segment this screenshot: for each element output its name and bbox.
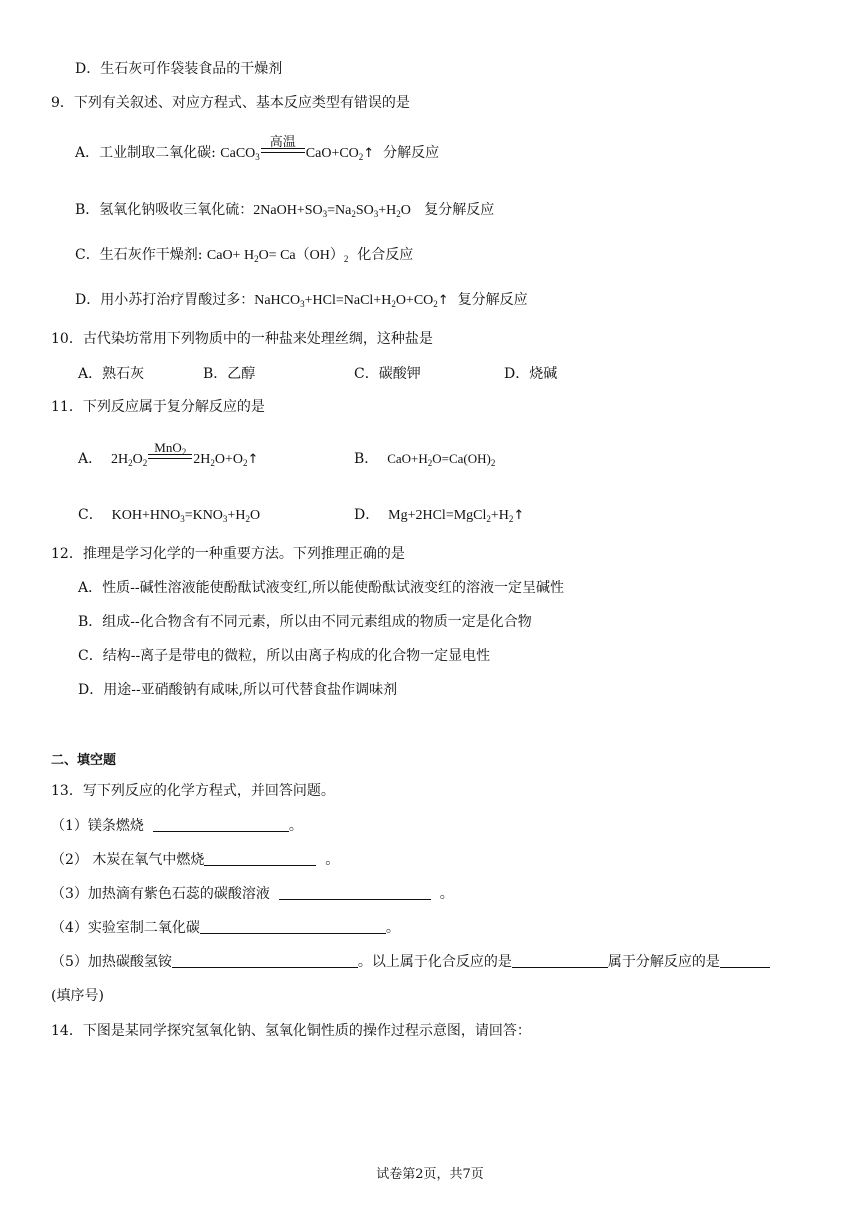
q12-option-b: B．组成--化合物含有不同元素，所以由不同元素组成的物质一定是化合物 <box>78 614 532 630</box>
q9-option-d: D．用小苏打治疗胃酸过多：$NaHCO_3+HCl=NaCl+H_2O+CO_2↑$ 复分解反应 <box>75 292 528 309</box>
answer-blank-3[interactable] <box>279 885 431 900</box>
q9-stem: 9．下列有关叙述、对应方程式、基本反应类型有错误的是 <box>51 95 410 111</box>
q9d-equation: $NaHCO_3+HCl=NaCl+H_2O+CO_2↑$ <box>254 293 449 309</box>
answer-blank-7[interactable] <box>720 953 770 968</box>
q9-option-b: B．氢氧化钠吸收三氧化硫：$2NaOH+SO_3=Na_2SO_3+H_2O$ 复分解反应 <box>75 202 495 219</box>
q9c-equation: $CaO+ H_2O= Ca(OH)_2$ <box>206 248 349 264</box>
q13-part-1: （1）镁条燃烧 。 <box>51 818 303 834</box>
q13-part-3: （3）加热滴有紫色石蕊的碳酸溶液 。 <box>51 886 454 902</box>
q11b-equation: $CaO+H_2O=Ca(OH)_2$ <box>387 451 496 468</box>
q10-option-a: A．熟石灰 <box>78 366 145 382</box>
q11-option-b: B． $CaO+H_2O=Ca(OH)_2$ <box>354 451 496 468</box>
q8-option-d: D．生石灰可作袋装食品的干燥剂 <box>75 61 283 77</box>
answer-blank-2[interactable] <box>204 851 316 866</box>
q9-option-c: C．生石灰作干燥剂: $CaO+ H_2O= Ca(OH)_2$ 化合反应 <box>75 247 414 264</box>
answer-blank-5[interactable] <box>172 953 358 968</box>
q12-option-a: A．性质--碱性溶液能使酚酞试液变红,所以能使酚酞试液变红的溶液一定呈碱性 <box>78 580 565 596</box>
q11-option-d: D． $Mg+2HCl=MgCl_2+H_2↑$ <box>354 507 525 524</box>
q10-option-d: D．烧碱 <box>504 366 558 382</box>
q11-option-c: C． $KOH+HNO_3=KNO_3+H_2O$ <box>78 507 261 524</box>
page-footer: 试卷第2页，共7页 <box>376 1167 484 1182</box>
q9b-equation: $2NaOH+SO_3=Na_2SO_3+H_2O$ <box>253 203 411 219</box>
q9-option-a: A．工业制取二氧化碳: CaCO$_3$ 高温 $CaO+CO_2↑$ 分解反应 <box>75 134 440 162</box>
q13-part-5: （5）加热碳酸氢铵 。以上属于化合反应的是 属于分解反应的是 <box>51 953 770 971</box>
q11-stem: 11．下列反应属于复分解反应的是 <box>51 399 265 415</box>
condition-mno2: MnO$_2$ <box>148 451 192 469</box>
q13-note: (填序号) <box>51 988 104 1004</box>
q10-option-c: C．碳酸钾 <box>354 366 421 382</box>
q12-stem: 12．推理是学习化学的一种重要方法。下列推理正确的是 <box>51 546 405 562</box>
q9a-equation: CaCO$_3$ 高温 $CaO+CO_2↑$ <box>220 134 375 162</box>
q12-option-d: D．用途--亚硝酸钠有咸味,所以可代替食盐作调味剂 <box>78 682 398 698</box>
q14-stem: 14．下图是某同学探究氢氧化钠、氢氧化铜性质的操作过程示意图，请回答： <box>51 1023 531 1039</box>
q11-option-a: A． $2H_2O_2$ MnO$_2$ $2H_2O+O_2↑$ <box>78 440 259 468</box>
q13-stem: 13．写下列反应的化学方程式，并回答问题。 <box>51 783 335 799</box>
q10-option-b: B．乙醇 <box>203 366 256 382</box>
q12-option-c: C．结构--离子是带电的微粒，所以由离子构成的化合物一定显电性 <box>78 648 491 664</box>
q10-stem: 10．古代染坊常用下列物质中的一种盐来处理丝绸，这种盐是 <box>51 331 433 347</box>
q11d-equation: $Mg+2HCl=MgCl_2+H_2↑$ <box>388 508 525 524</box>
condition-gaowen: 高温 <box>261 145 305 163</box>
answer-blank-4[interactable] <box>200 919 386 934</box>
q11c-equation: $KOH+HNO_3=KNO_3+H_2O$ <box>111 508 261 524</box>
section-title: 二、填空题 <box>51 753 117 768</box>
q11a-equation: $2H_2O_2$ MnO$_2$ $2H_2O+O_2↑$ <box>111 440 259 468</box>
answer-blank-1[interactable] <box>153 817 289 832</box>
q13-part-4: （4）实验室制二氧化碳 。 <box>51 920 400 936</box>
answer-blank-6[interactable] <box>512 953 608 968</box>
q13-part-2: （2） 木炭在氧气中燃烧 。 <box>51 852 340 868</box>
